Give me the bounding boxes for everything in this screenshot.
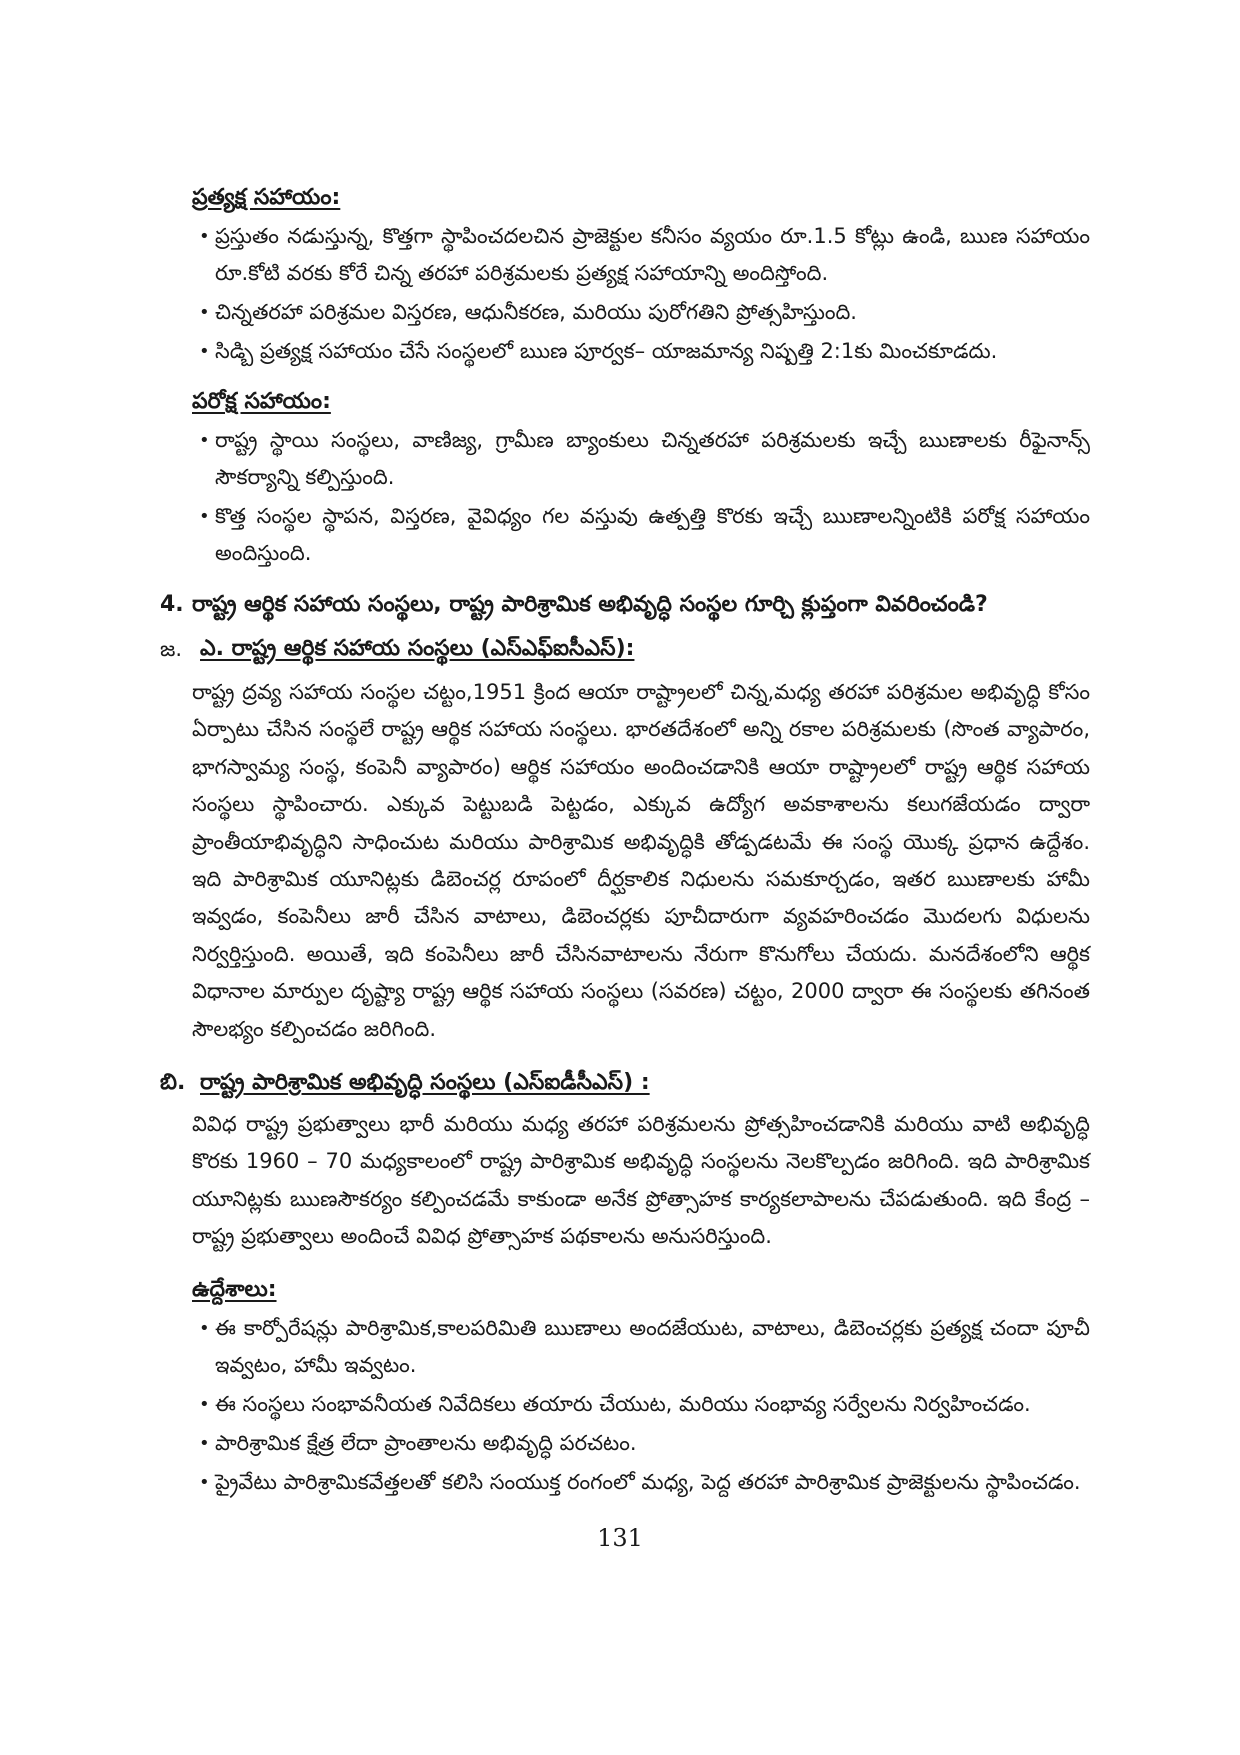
indirect-assistance-list — [160, 422, 1090, 572]
list-item: • కొత్త సంస్థల స్థాపన, విస్తరణ, వైవిధ్యం గల వస్తువు ఉత్పత్తి కొరకు ఇచ్చే ఋణాలన్నింటికి పరోక్ష సహాయం అందిస్తుంది. — [215, 498, 1090, 572]
answer-section-a-header — [160, 630, 1090, 668]
objectives-list — [160, 1310, 1090, 1501]
list-item: • సిడ్బి ప్రత్యక్ష సహాయం చేసే సంస్థలలో ఋణ పూర్వక– యాజమాన్య నిష్పత్తి 2:1కు మించకూడదు. — [215, 333, 1090, 370]
list-item: • ఈ సంస్థలు సంభావనీయత నివేదికలు తయారు చేయుట, మరియు సంభావ్య సర్వేలను నిర్వహించడం. — [215, 1386, 1090, 1423]
list-item: • ప్రైవేటు పారిశ్రామికవేత్తలతో కలిసి సంయుక్త రంగంలో మధ్య, పెద్ద తరహా పారిశ్రామిక ప్రాజెక్టులను స్థాపించడం. — [215, 1464, 1090, 1501]
bullet-icon: • — [199, 1393, 210, 1415]
page-content — [160, 180, 1090, 1515]
bullet-icon: • — [199, 506, 210, 527]
bullet-icon: • — [199, 302, 210, 323]
section-b-label: బి. — [160, 1070, 186, 1096]
bullet-icon: • — [199, 1317, 210, 1339]
list-item: • చిన్నతరహా పరిశ్రమల విస్తరణ, ఆధునీకరణ, మరియు పురోగతిని ప్రోత్సహిస్తుంది. — [215, 294, 1090, 331]
bullet-icon: • — [199, 1432, 210, 1454]
bullet-icon: • — [199, 341, 210, 362]
page-number: 131 — [597, 1524, 643, 1552]
question-4 — [160, 586, 1090, 624]
question-number: 4. — [160, 592, 184, 617]
direct-assistance-heading: ప్రత్యక్ష సహాయం: — [192, 185, 341, 210]
direct-assistance-list — [160, 218, 1090, 370]
list-item: • ప్రస్తుతం నడుస్తున్న, కొత్తగా స్థాపించదలచిన ప్రాజెక్టుల కనీసం వ్యయం రూ.1.5 కోట్లు ఉండి, ఋణ సహాయం రూ.కోటి వరకు కోరే చిన్న తరహా పరిశ్రమలకు ప్రత్యక్ష సహాయాన్ని అందిస్తోంది. — [215, 218, 1090, 292]
section-b-paragraph: వివిధ రాష్ట్ర ప్రభుత్వాలు భారీ మరియు మధ్య తరహా పరిశ్రమలను ప్రోత్సహించడానికి మరియు వాటి అభివృద్ధి కొరకు 1960 – 70 మధ్యకాలంలో రాష్ట్ర పారిశ్రామిక అభివృద్ధి సంస్థలను నెలకొల్పడం జరిగింది. ఇది పారిశ్రామిక యూనిట్లకు ఋణసౌకర్యం కల్పించడమే కాకుండా అనేక ప్రోత్సాహక కార్యకలాపాలను చేపడుతుంది. ఇది కేంద్ర – రాష్ట్ర ప్రభుత్వాలు అందించే వివిధ ప్రోత్సాహక పథకాలను అనుసరిస్తుంది. — [192, 1112, 1090, 1249]
objectives-heading: ఉద్దేశాలు: — [192, 1276, 277, 1302]
bullet-icon: • — [199, 430, 210, 451]
section-a-heading: ఎ. రాష్ట్ర ఆర్థిక సహాయ సంస్థలు (ఎస్ఎఫ్ఐసీఎస్): — [200, 636, 635, 661]
list-item: • ఈ కార్పోరేషన్లు పారిశ్రామిక,కాలపరిమితి ఋణాలు అందజేయుట, వాటాలు, డిబెంచర్లకు ప్రత్యక్ష చందా పూచీ ఇవ్వటం, హామీ ఇవ్వటం. — [215, 1310, 1090, 1384]
indirect-assistance-heading: పరోక్ష సహాయం: — [192, 389, 331, 414]
section-b-heading: రాష్ట్ర పారిశ్రామిక అభివృద్ధి సంస్థలు (ఎస్ఐడీసీఎస్) : — [200, 1070, 650, 1096]
question-text: రాష్ట్ర ఆర్థిక సహాయ సంస్థలు, రాష్ట్ర పారిశ్రామిక అభివృద్ధి సంస్థల గూర్చి క్లుప్తంగా వివరించండి? — [192, 592, 988, 617]
answer-section-b-header — [160, 1064, 1090, 1102]
section-a-paragraph: రాష్ట్ర ద్రవ్య సహాయ సంస్థల చట్టం,1951 క్రింద ఆయా రాష్ట్రాలలో చిన్న,మధ్య తరహా పరిశ్రమల అభివృద్ధి కోసం ఏర్పాటు చేసిన సంస్థలే రాష్ట్ర ఆర్థిక సహాయ సంస్థలు. భారతదేశంలో అన్ని రకాల పరిశ్రమలకు (సొంత వ్యాపారం, భాగస్వామ్య సంస్థ, కంపెనీ వ్యాపారం) ఆర్థిక సహాయం అందించడానికి ఆయా రాష్ట్రాలలో రాష్ట్ర ఆర్థిక సహాయ సంస్థలు స్థాపించారు. ఎక్కువ పెట్టుబడి పెట్టడం, ఎక్కువ ఉద్యోగ అవకాశాలను కలుగజేయడం ద్వారా ప్రాంతీయాభివృద్ధిని సాధించుట మరియు పారిశ్రామిక అభివృద్ధికి తోడ్పడటమే ఈ సంస్థ యొక్క ప్రధాన ఉద్దేశం. ఇది పారిశ్రామిక యూనిట్లకు డిబెంచర్ల రూపంలో దీర్ఘకాలిక నిధులను సమకూర్చడం, ఇతర ఋణాలకు హామీ ఇవ్వడం, కంపెనీలు జారీ చేసిన వాటాలు, డిబెంచర్లకు పూచీదారుగా వ్యవహరించడం మొదలగు విధులను నిర్వర్తిస్తుంది. అయితే, ఇది కంపెనీలు జారీ చేసినవాటాలను నేరుగా కొనుగోలు చేయదు. మనదేశంలోని ఆర్థిక విధానాల మార్పుల దృష్ట్యా రాష్ట్ర ఆర్థిక సహాయ సంస్థలు (సవరణ) చట్టం, 2000 ద్వారా ఈ సంస్థలకు తగినంత సౌలభ్యం కల్పించడం జరిగింది. — [192, 680, 1090, 1041]
bullet-icon: • — [199, 226, 210, 247]
answer-marker: జ. — [160, 637, 183, 661]
list-item: • పారిశ్రామిక క్షేత్ర లేదా ప్రాంతాలను అభివృద్ధి పరచటం. — [215, 1425, 1090, 1462]
bullet-icon: • — [199, 1471, 210, 1493]
list-item: • రాష్ట్ర స్థాయి సంస్థలు, వాణిజ్య, గ్రామీణ బ్యాంకులు చిన్నతరహా పరిశ్రమలకు ఇచ్చే ఋణాలకు రీఫైనాన్స్ సౌకర్యాన్ని కల్పిస్తుంది. — [215, 422, 1090, 496]
